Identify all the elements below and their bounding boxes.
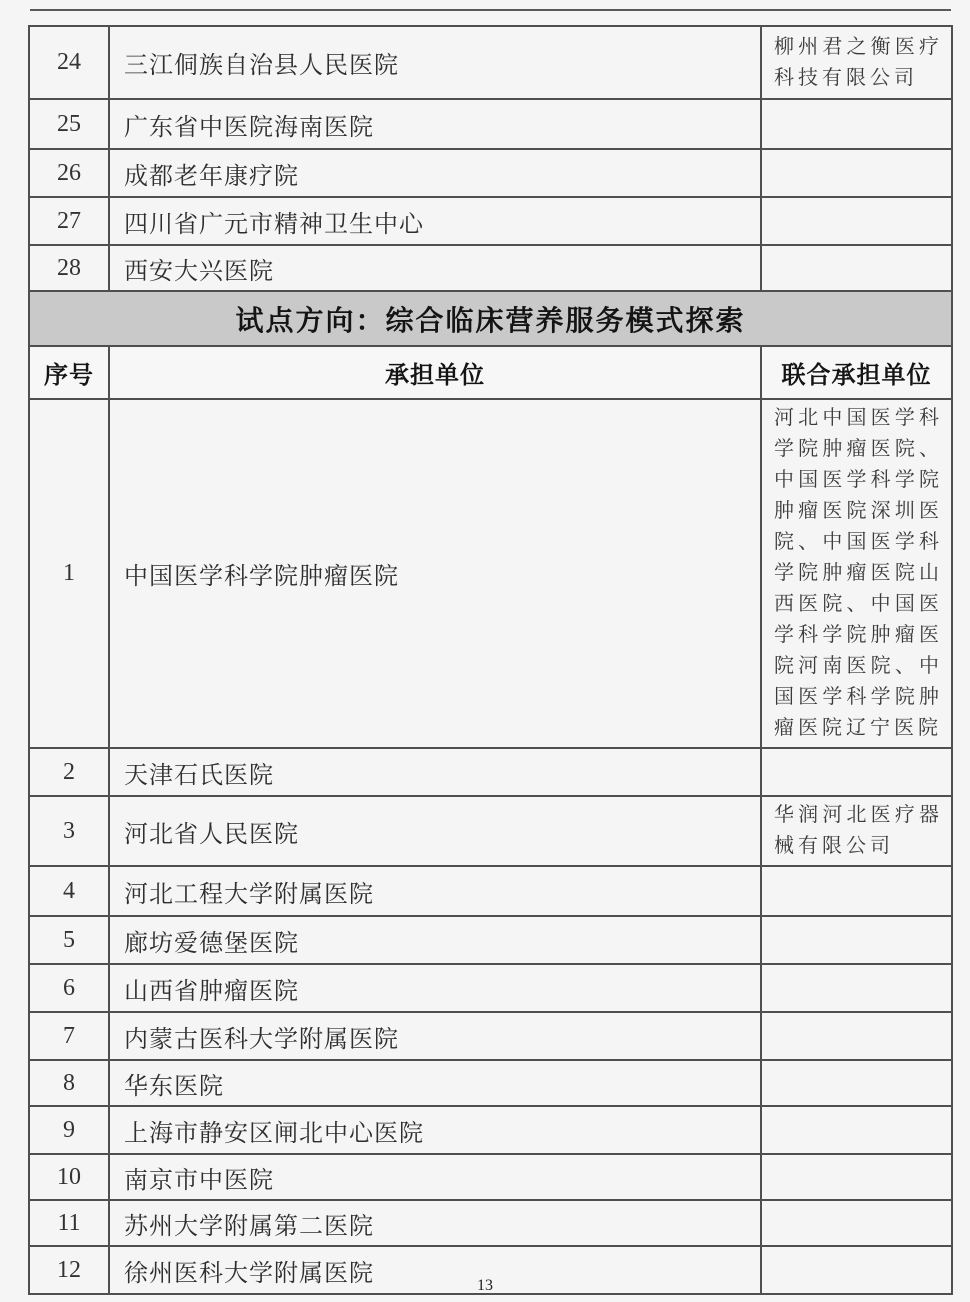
unit-cell: 广东省中医院海南医院 xyxy=(109,99,761,149)
partner-cell xyxy=(761,149,952,197)
unit-cell: 华东医院 xyxy=(109,1060,761,1106)
row-number-cell: 5 xyxy=(29,916,109,964)
row-number-cell: 3 xyxy=(29,796,109,866)
partner-cell xyxy=(761,1060,952,1106)
partner-cell xyxy=(761,866,952,916)
partner-cell xyxy=(761,197,952,245)
row-number-cell: 9 xyxy=(29,1106,109,1154)
column-header-row xyxy=(29,346,952,399)
row-number-cell: 27 xyxy=(29,197,109,245)
row-number-cell: 6 xyxy=(29,964,109,1012)
unit-cell: 内蒙古医科大学附属医院 xyxy=(109,1012,761,1060)
section-band-row xyxy=(29,291,952,346)
partner-cell xyxy=(761,748,952,796)
partner-cell xyxy=(761,964,952,1012)
partner-cell xyxy=(761,916,952,964)
partner-cell: 柳州君之衡医疗科技有限公司 xyxy=(761,26,952,99)
row-number-cell: 2 xyxy=(29,748,109,796)
table-row xyxy=(29,964,952,1012)
col-header-no: 序号 xyxy=(29,346,109,399)
unit-cell: 南京市中医院 xyxy=(109,1154,761,1200)
table-row xyxy=(29,748,952,796)
partner-cell xyxy=(761,1106,952,1154)
unit-cell: 河北省人民医院 xyxy=(109,796,761,866)
table-row xyxy=(29,399,952,748)
unit-cell: 三江侗族自治县人民医院 xyxy=(109,26,761,99)
unit-cell: 廊坊爱德堡医院 xyxy=(109,916,761,964)
partner-cell xyxy=(761,99,952,149)
unit-cell: 中国医学科学院肿瘤医院 xyxy=(109,399,761,748)
row-number-cell: 28 xyxy=(29,245,109,291)
row-number-cell: 26 xyxy=(29,149,109,197)
unit-cell: 苏州大学附属第二医院 xyxy=(109,1200,761,1246)
partner-cell xyxy=(761,1200,952,1246)
row-number-cell: 1 xyxy=(29,399,109,748)
table-row xyxy=(29,1200,952,1246)
unit-cell: 西安大兴医院 xyxy=(109,245,761,291)
col-header-partner: 联合承担单位 xyxy=(761,346,952,399)
table-row xyxy=(29,1060,952,1106)
table-cut-edge-line xyxy=(30,9,951,11)
section-title: 试点方向：综合临床营养服务模式探索 xyxy=(29,291,952,346)
table-row xyxy=(29,197,952,245)
table-row xyxy=(29,149,952,197)
partner-cell: 华润河北医疗器械有限公司 xyxy=(761,796,952,866)
unit-cell: 四川省广元市精神卫生中心 xyxy=(109,197,761,245)
table-row xyxy=(29,245,952,291)
partner-cell xyxy=(761,1154,952,1200)
partner-cell xyxy=(761,1012,952,1060)
row-number-cell: 4 xyxy=(29,866,109,916)
row-number-cell: 12 xyxy=(29,1246,109,1294)
table-row xyxy=(29,26,952,99)
unit-cell: 上海市静安区闸北中心医院 xyxy=(109,1106,761,1154)
table-row xyxy=(29,1154,952,1200)
table-row xyxy=(29,1106,952,1154)
section-header-group xyxy=(29,291,952,399)
previous-section-rows xyxy=(29,26,952,291)
unit-cell: 山西省肿瘤医院 xyxy=(109,964,761,1012)
hospital-pilot-table xyxy=(28,25,953,1295)
unit-cell: 天津石氏医院 xyxy=(109,748,761,796)
table-row xyxy=(29,916,952,964)
unit-cell: 河北工程大学附属医院 xyxy=(109,866,761,916)
main-section-rows xyxy=(29,399,952,1294)
row-number-cell: 24 xyxy=(29,26,109,99)
row-number-cell: 11 xyxy=(29,1200,109,1246)
table-row xyxy=(29,99,952,149)
partner-cell xyxy=(761,245,952,291)
row-number-cell: 7 xyxy=(29,1012,109,1060)
table-row xyxy=(29,1012,952,1060)
partner-cell: 河北中国医学科学院肿瘤医院、中国医学科学院肿瘤医院深圳医院、中国医学科学院肿瘤医院山西医院、中国医学科学院肿瘤医院河南医院、中国医学科学院肿瘤医院辽宁医院 xyxy=(761,399,952,748)
row-number-cell: 25 xyxy=(29,99,109,149)
col-header-unit: 承担单位 xyxy=(109,346,761,399)
row-number-cell: 10 xyxy=(29,1154,109,1200)
table-row xyxy=(29,866,952,916)
unit-cell: 成都老年康疗院 xyxy=(109,149,761,197)
page-number: 13 xyxy=(477,1277,493,1294)
row-number-cell: 8 xyxy=(29,1060,109,1106)
unit-cell: 徐州医科大学附属医院 xyxy=(109,1246,761,1294)
table-row xyxy=(29,796,952,866)
